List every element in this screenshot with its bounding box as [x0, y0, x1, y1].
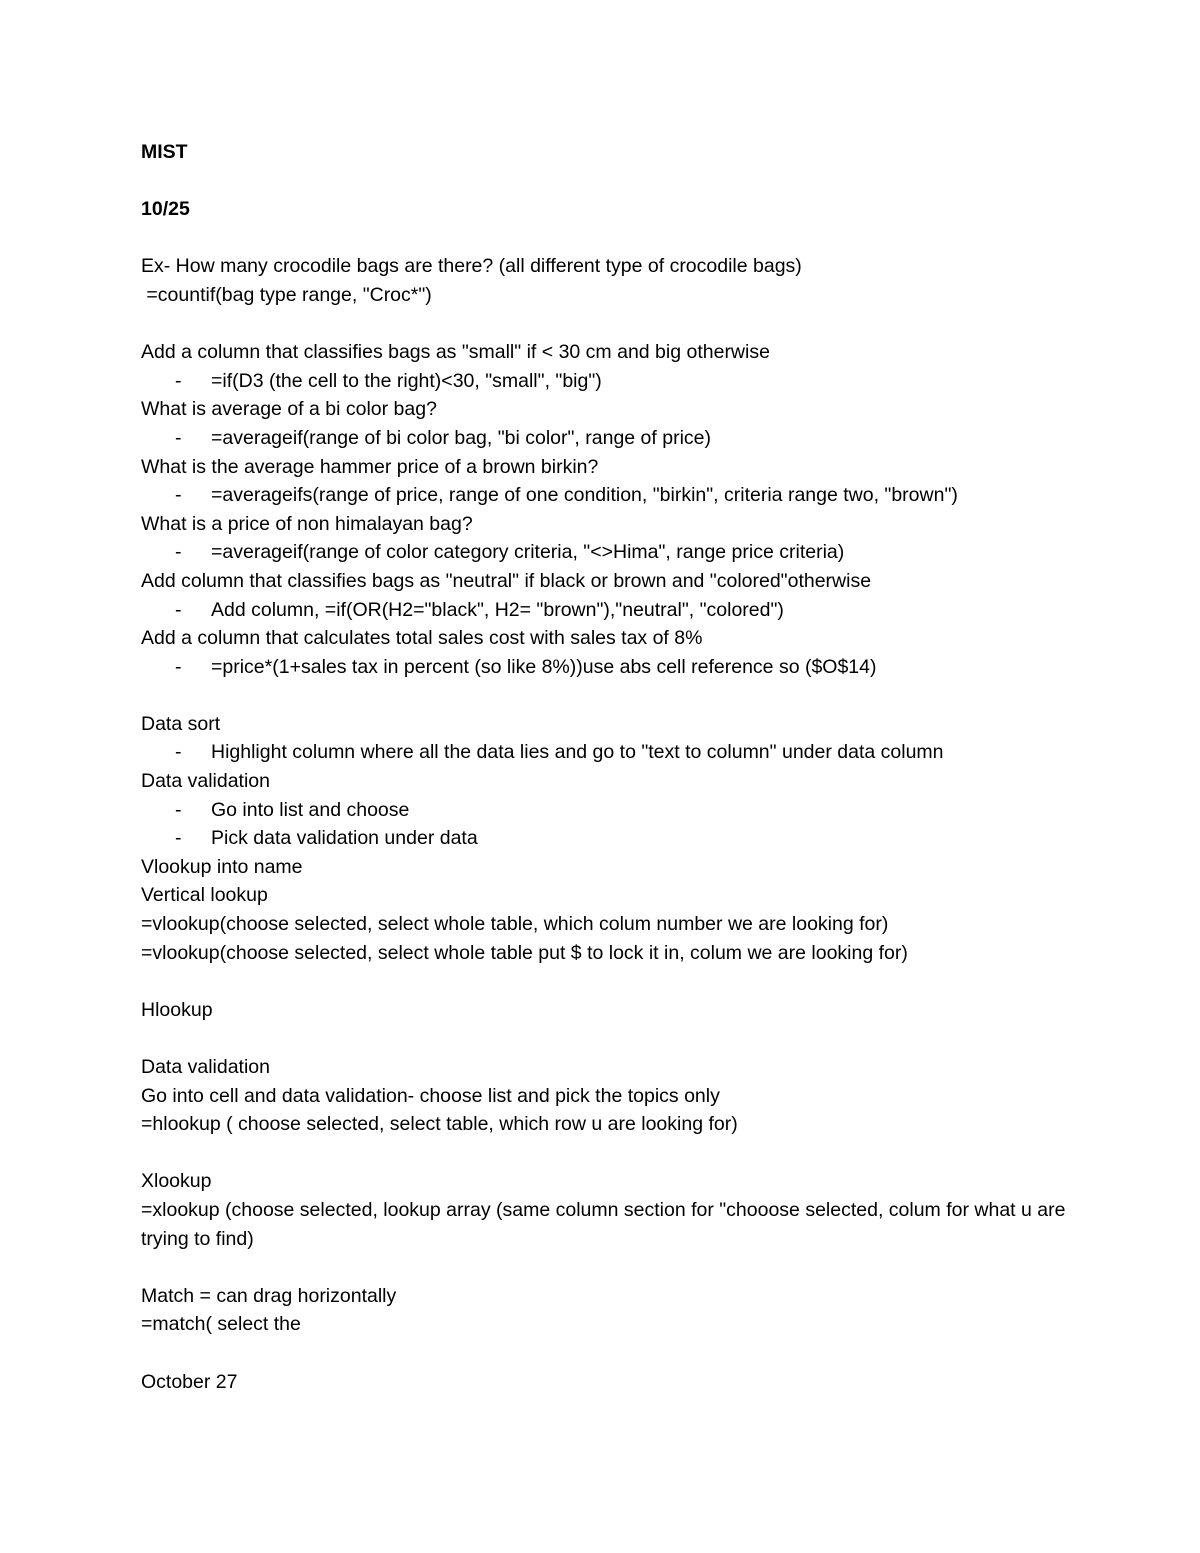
bullet-dash: - — [175, 541, 182, 564]
vlookup-formula: =vlookup(choose selected, select whole table put $ to lock it in, colum we are looking for) — [141, 941, 908, 964]
next-date-heading: October 27 — [141, 1370, 238, 1393]
bullet-text: =price*(1+sales tax in percent (so like 8%))use abs cell reference so ($O$14) — [211, 655, 877, 678]
xlookup-heading: Xlookup — [141, 1170, 212, 1193]
date-heading: 10/25 — [141, 198, 190, 221]
vlookup-formula: =vlookup(choose selected, select whole table, which colum number we are looking for) — [141, 913, 889, 936]
q2-bullet — [141, 367, 1071, 396]
spacer — [141, 967, 1071, 996]
bullet-dash: - — [175, 741, 182, 764]
bullet-dash: - — [175, 369, 182, 392]
bullet-text: =averageifs(range of price, range of one condition, "birkin", criteria range two, "brown") — [211, 484, 958, 507]
bullet-text: Highlight column where all the data lies and go to "text to column" under data column — [211, 741, 944, 764]
match-formula: =match( select the — [141, 1313, 301, 1336]
bullet-text: Go into list and choose — [211, 798, 410, 821]
vlookup-line: Vertical lookup — [141, 884, 268, 907]
data-validation-heading: Data validation — [141, 1056, 270, 1078]
q5-bullet — [141, 538, 1071, 567]
spacer — [141, 167, 1071, 196]
vlookup-line: Vlookup into name — [141, 855, 303, 878]
q2-question: Add a column that classifies bags as "small" if < 30 cm and big otherwise — [141, 341, 770, 364]
spacer — [141, 1339, 1071, 1368]
bullet-dash: - — [175, 426, 182, 449]
spacer — [141, 1024, 1071, 1053]
bullet-dash: - — [175, 827, 182, 850]
match-line: Match = can drag horizontally — [141, 1284, 397, 1307]
bullet-dash: - — [175, 798, 182, 821]
data-validation-bullet — [141, 796, 1071, 825]
q7-bullet — [141, 653, 1071, 682]
data-validation-heading: Data validation — [141, 770, 270, 793]
q5-question: What is a price of non himalayan bag? — [141, 512, 473, 535]
data-sort-heading: Data sort — [141, 712, 221, 735]
bullet-dash: - — [175, 598, 182, 621]
q7-question: Add a column that calculates total sales cost with sales tax of 8% — [141, 627, 703, 650]
spacer — [141, 310, 1071, 339]
bullet-text: Add column, =if(OR(H2="black", H2= "brown"),"neutral", "colored") — [211, 598, 784, 621]
q1-question: Ex- How many crocodile bags are there? (all different type of crocodile bags) — [141, 255, 802, 278]
data-validation-line: Go into cell and data validation- choose list and pick the topics only — [141, 1084, 720, 1107]
bullet-text: =if(D3 (the cell to the right)<30, "small", "big") — [211, 369, 602, 392]
bullet-text: =averageif(range of bi color bag, "bi color", range of price) — [211, 426, 711, 449]
xlookup-formula: =xlookup (choose selected, lookup array (same column section for "chooose selected, colum for what u are trying to find) — [141, 1198, 1066, 1250]
q4-question: What is the average hammer price of a brown birkin? — [141, 455, 599, 478]
data-sort-bullet — [141, 738, 1071, 767]
q6-bullet — [141, 596, 1071, 625]
hlookup-formula: =hlookup ( choose selected, select table, which row u are looking for) — [141, 1113, 738, 1136]
bullet-text: Pick data validation under data — [211, 827, 478, 850]
spacer — [141, 1139, 1071, 1168]
q4-bullet — [141, 481, 1071, 510]
q3-question: What is average of a bi color bag? — [141, 398, 437, 421]
q3-bullet — [141, 424, 1071, 453]
spacer — [141, 681, 1071, 710]
q6-question: Add column that classifies bags as "neutral" if black or brown and "colored"otherwise — [141, 569, 872, 592]
data-validation-bullet — [141, 824, 1071, 853]
bullet-dash: - — [175, 484, 182, 507]
spacer — [141, 1253, 1071, 1282]
document-page — [141, 138, 1071, 1396]
bullet-dash: - — [175, 655, 182, 678]
bullet-text: =averageif(range of color category criteria, "<>Hima", range price criteria) — [211, 541, 845, 564]
document-title: MIST — [141, 141, 188, 163]
q1-formula: =countif(bag type range, "Croc*") — [141, 283, 432, 306]
spacer — [141, 224, 1071, 253]
hlookup-heading: Hlookup — [141, 998, 213, 1021]
